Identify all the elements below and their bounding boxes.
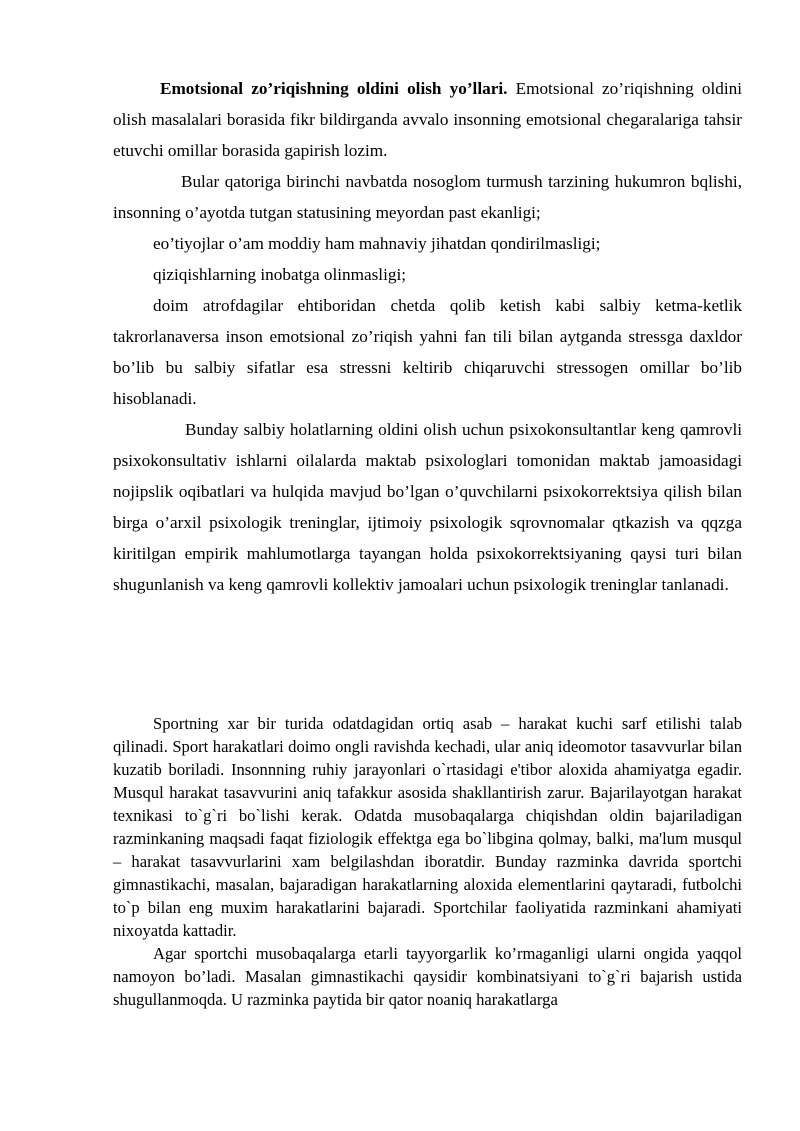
- intro-text: Emotsional zo’riqishning oldini olish masalalari borasida fikr bildirganda avvalo insonning emotsional chegaralariga tahsir etuvchi omillar borasida gapirish lozim.: [113, 79, 742, 160]
- section-sport: [113, 712, 742, 1011]
- paragraph: Agar sportchi musobaqalarga etarli tayyorgarlik ko’rmaganligi ularni ongida yaqqol namoyon bo’ladi. Masalan gimnastikachi qaysidir kombinatsiyani to`g`ri bajarish ustida shugullanmoqda. U razminka paytida bir qator noaniq harakatlarga: [113, 944, 742, 1009]
- section-heading: Emotsional zo’riqishning oldini olish yo’llari.: [160, 79, 508, 98]
- paragraph: Bular qatoriga birinchi navbatda nosoglom turmush tarzining hukumron bqlishi, insonning o’ayotda tutgan statusining meyordan past ekanligi;: [113, 172, 742, 222]
- paragraph: Sportning xar bir turida odatdagidan ortiq asab – harakat kuchi sarf etilishi talab qilinadi. Sport harakatlari doimo ongli ravishda kechadi, ular aniq ideomotor tasavvurlar bilan kuzatib boriladi. Insonnning ruhiy jarayonlari o`rtasidagi e'tibor aloxida ahamiyatga egadir. Musqul harakat tasavvurini aniq tafakkur asosida shakllantirish zarur. Bajarilayotgan harakat texnikasi to`g`ri bo`lishi kerak. Odatda musobaqalarga chiqishdan oldin bajariladigan razminkaning maqsadi faqat fiziologik effektga ega bo`libgina qolmay, balki, ma'lum musqul – harakat tasavvurlarini xam belgilashdan iboratdir. Bunday razminka davrida sportchi gimnastikachi, masalan, bajaradigan harakatlarning aloxida elementlarini qaytaradi, futbolchi to`p bilan eng muxim harakatlarini bajaradi. Sportchilar faoliyatida razminkani ahamiyati nixoyatda kattadir.: [113, 714, 742, 940]
- paragraph: eo’tiyojlar o’am moddiy ham mahnaviy jihatdan qondirilmasligi;: [153, 234, 601, 253]
- section-emotional-stress: [113, 73, 742, 600]
- paragraph: qiziqishlarning inobatga olinmasligi;: [153, 265, 407, 284]
- paragraph: doim atrofdagilar ehtiboridan chetda qolib ketish kabi salbiy ketma-ketlik takrorlanaversa inson emotsional zo’riqish yahni fan tili bilan aytganda stressga daxldor bo’lib bu salbiy sifatlar esa stressni keltirib chiqaruvchi stressogen omillar bo’lib hisoblanadi.: [113, 296, 742, 408]
- intro-paragraph: [113, 73, 742, 166]
- paragraph: Bunday salbiy holatlarning oldini olish uchun psixokonsultantlar keng qamrovli psixokonsultativ ishlarni oilalarda maktab psixologlari tomonidan maktab jamoasidagi nojipslik oqibatlari va hulqida mavjud bo’lgan o’quvchilarni psixokorrektsiya qilish bilan birga o’arxil psixologik treninglar, ijtimoiy psixologik sqrovnomalar qtkazish va qqzga kiritilgan empirik mahlumotlarga tayangan holda psixokorrektsiyaning qaysi turi bilan shugunlanish va keng qamrovli kollektiv jamoalari uchun psixologik treninglar tanlanadi.: [113, 420, 742, 594]
